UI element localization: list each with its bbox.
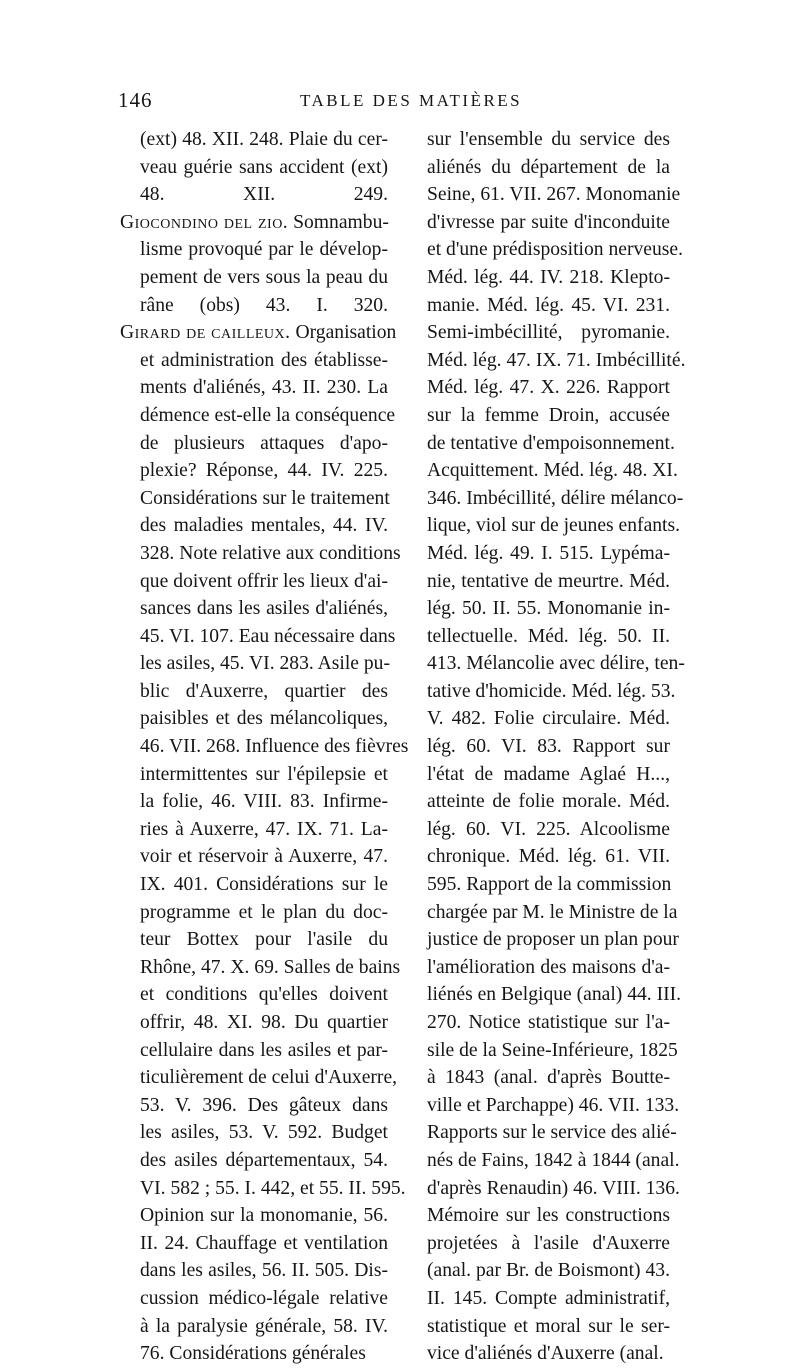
text-line: 413. Mélancolie avec délire, ten- [427,653,685,675]
text-line: Méd. lég. 44. IV. 218. Klepto- [427,266,670,288]
text-line: Giocondino del zio. Somnambu- [120,211,389,233]
text-line: atteinte de folie morale. Méd. [427,791,670,813]
text-line: Mémoire sur les constructions [427,1205,670,1227]
text-line: 270. Notice statistique sur l'a- [427,1012,670,1033]
text-line: Méd. lég. 47. IX. 71. Imbécillité. [427,349,686,371]
text-line: 48. XII. 249. [140,184,388,206]
text-line: 53. V. 396. Des gâteux dans [140,1094,388,1116]
text-line: lique, viol sur de jeunes enfants. [427,515,681,537]
text-line: ticulièrement de celui d'Auxerre, [140,1067,398,1089]
text-line: d'ivresse par suite d'inconduite [427,211,670,233]
text-line: sur l'ensemble du service des [427,129,670,150]
text-line: et administration des établisse- [140,349,388,371]
text-line: pement de vers sous la peau du [140,266,388,288]
text-line: 328. Note relative aux conditions [140,542,401,564]
text-line: manie. Méd. lég. 45. VI. 231. [427,294,670,316]
text-line: 346. Imbécillité, délire mélanco- [427,487,684,509]
text-line: à 1843 (anal. d'après Boutte- [427,1067,670,1089]
text-line: sances dans les asiles d'aliénés, [140,598,388,620]
text-line: Semi-imbécillité, pyromanie. [427,322,670,344]
text-line: ries à Auxerre, 47. IX. 71. La- [140,818,388,840]
text-line: de plusieurs attaques d'apo- [140,432,388,454]
text-line: lég. 60. VI. 83. Rapport sur [427,736,670,758]
text-line: nie, tentative de meurtre. Méd. [427,570,670,592]
text-line: Rapports sur le service des alié- [427,1122,677,1144]
text-line: (anal. par Br. de Boismont) 43. [427,1260,670,1282]
text-line: 46. VII. 268. Influence des fièvres [140,736,409,758]
text-line: blic d'Auxerre, quartier des [140,680,388,702]
text-line: l'état de madame Aglaé H..., [427,763,670,785]
text-line: projetées à l'asile d'Auxerre [427,1232,670,1254]
text-line: justice de proposer un plan pour [427,929,679,951]
text-line: veau guérie sans accident (ext) [140,156,388,178]
text-line: paisibles et des mélancoliques, [140,708,388,730]
text-line: ments d'aliénés, 43. II. 230. La [140,377,388,399]
text-line: intermittentes sur l'épilepsie et [140,763,388,785]
text-line: Méd. lég. 47. X. 226. Rapport [427,377,670,399]
text-line: lég. 60. VI. 225. Alcoolisme [427,818,670,840]
text-line: Opinion sur la monomanie, 56. [140,1205,388,1227]
text-line: cussion médico-légale relative [140,1287,388,1309]
text-line: nés de Fains, 1842 à 1844 (anal. [427,1149,680,1171]
text-line: vice d'aliénés d'Auxerre (anal. [427,1343,664,1365]
text-line: l'amélioration des maisons d'a- [427,956,670,978]
text-line: cellulaire dans les asiles et par- [140,1039,388,1061]
text-line: les asiles, 53. V. 592. Budget [140,1122,388,1144]
text-line: II. 145. Compte administratif, [427,1287,670,1309]
text-line: démence est-elle la conséquence [140,404,396,426]
text-line: aliénés du département de la [427,156,670,178]
text-line: Seine, 61. VII. 267. Monomanie [427,184,681,206]
text-line: de tentative d'empoisonnement. [427,432,675,454]
text-line: 45. VI. 107. Eau nécessaire dans [140,625,396,647]
text-line: V. 482. Folie circulaire. Méd. [427,708,670,730]
running-title: TABLE DES MATIÈRES [300,91,523,110]
text-line: chronique. Méd. lég. 61. VII. [427,846,670,868]
text-line: Méd. lég. 49. I. 515. Lypéma- [427,542,670,564]
text-line: des asiles départementaux, 54. [140,1149,388,1171]
text-line: tative d'homicide. Méd. lég. 53. [427,680,676,702]
text-line: statistique et moral sur le ser- [427,1315,670,1337]
text-line: sile de la Seine-Inférieure, 1825 [427,1039,678,1061]
text-line: d'après Renaudin) 46. VIII. 136. [427,1177,680,1199]
text-line: Girard de cailleux. Organisation [120,322,397,344]
text-line: râne (obs) 43. I. 320. [140,294,388,316]
text-line: la folie, 46. VIII. 83. Infirme- [140,791,388,813]
text-line: voir et réservoir à Auxerre, 47. [140,846,388,868]
text-line: les asiles, 45. VI. 283. Asile pu- [140,653,390,675]
text-line: sur la femme Droin, accusée [427,404,670,426]
text-line: lisme provoqué par le dévelop- [140,239,388,261]
right-column [427,126,686,1368]
text-line: à la paralysie générale, 58. IV. [140,1315,388,1337]
text-line: des maladies mentales, 44. IV. [140,515,388,537]
text-line: liénés en Belgique (anal) 44. III. [427,984,682,1006]
text-line: programme et le plan du doc- [140,901,388,923]
text-line: chargée par M. le Ministre de la [427,901,678,923]
text-line: VI. 582 ; 55. I. 442, et 55. II. 595. [140,1177,406,1199]
left-column [120,126,409,1368]
text-line: offrir, 48. XI. 98. Du quartier [140,1012,388,1033]
page-header [0,88,800,118]
text-line: tellectuelle. Méd. lég. 50. II. [427,625,670,647]
text-line: et d'une prédisposition nerveuse. [427,239,684,261]
text-line: ville et Parchappe) 46. VII. 133. [427,1094,680,1116]
text-line: dans les asiles, 56. II. 505. Dis- [140,1260,388,1282]
text-line: Acquittement. Méd. lég. 48. XI. [427,460,678,482]
text-line: IX. 401. Considérations sur le [140,874,388,896]
text-line: lég. 50. II. 55. Monomanie in- [427,598,670,620]
page-number: 146 [118,88,153,112]
text-line: Rhône, 47. X. 69. Salles de bains [140,956,401,978]
text-line: 595. Rapport de la commission [427,874,672,896]
text-line: et conditions qu'elles doivent [140,984,388,1006]
text-line: teur Bottex pour l'asile du [140,929,388,951]
text-line: II. 24. Chauffage et ventilation [140,1232,388,1254]
text-line: 76. Considérations générales [140,1343,366,1365]
text-line: que doivent offrir les lieux d'ai- [140,570,388,592]
text-line: plexie? Réponse, 44. IV. 225. [140,460,388,482]
text-line: Considérations sur le traitement [140,487,390,509]
text-line: (ext) 48. XII. 248. Plaie du cer- [140,129,388,150]
